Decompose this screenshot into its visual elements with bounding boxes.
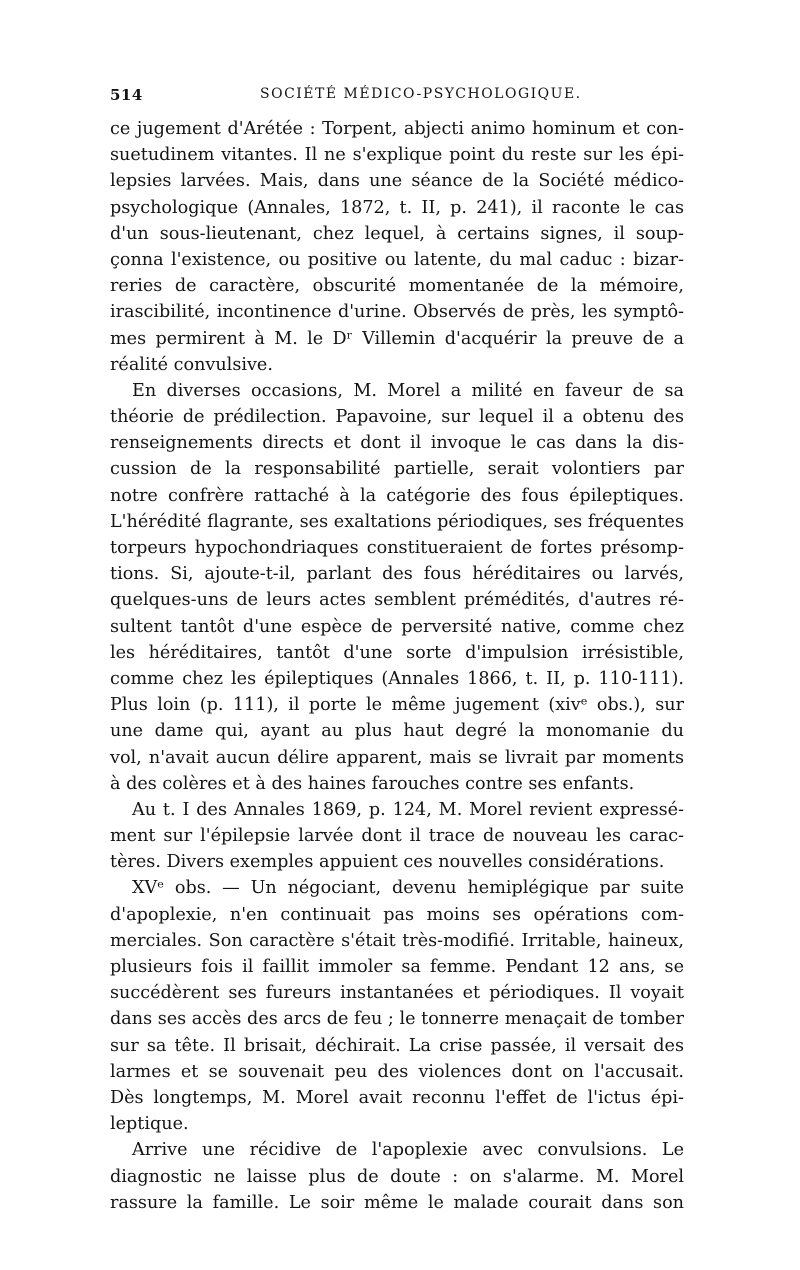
running-head: SOCIÉTÉ MÉDICO-PSYCHOLOGIQUE. xyxy=(260,86,582,102)
text-line: rassure la famille. Le soir même le malade courait dans son xyxy=(110,1192,684,1213)
text-line: comme chez les épileptiques (Annales 1866, t. II, p. 110-111). xyxy=(110,668,684,689)
text-line: Arrive une récidive de l'apoplexie avec convulsions. Le xyxy=(132,1140,684,1161)
text-line: d'apoplexie, n'en continuait pas moins ses opérations com- xyxy=(110,904,684,925)
text-line: mes permirent à M. le Dʳ Villemin d'acquérir la preuve de a xyxy=(110,328,684,349)
text-line: ment sur l'épilepsie larvée dont il trace de nouveau les carac- xyxy=(110,826,684,847)
text-line: En diverses occasions, M. Morel a milité en faveur de sa xyxy=(132,380,684,401)
text-line: sultent tantôt d'une espèce de perversité native, comme chez xyxy=(110,616,684,637)
text-line: notre confrère rattaché à la catégorie des fous épileptiques. xyxy=(110,485,684,506)
page-number: 514 xyxy=(110,86,143,104)
text-line: Dès longtemps, M. Morel avait reconnu l'effet de l'ictus épi- xyxy=(110,1087,684,1108)
text-line: L'hérédité flagrante, ses exaltations périodiques, ses fréquentes xyxy=(110,511,684,532)
text-line: suetudinem vitantes. Il ne s'explique point du reste sur les épi- xyxy=(110,145,684,166)
text-line: à des colères et à des haines farouches contre ses enfants. xyxy=(110,773,635,794)
text-line: renseignements directs et dont il invoque le cas dans la dis- xyxy=(110,433,684,454)
text-line: quelques-uns de leurs actes semblent prémédités, d'autres ré- xyxy=(110,590,684,611)
text-line: merciales. Son caractère s'était très-modifié. Irritable, haineux, xyxy=(110,930,684,951)
text-line: irascibilité, incontinence d'urine. Observés de près, les symptô- xyxy=(110,302,684,323)
text-line: tères. Divers exemples appuient ces nouvelles considérations. xyxy=(110,852,665,873)
text-line: larmes et se souvenait peu des violences dont on l'accusait. xyxy=(110,1061,684,1082)
text-line: sur sa tête. Il brisait, déchirait. La crise passée, il versait des xyxy=(110,1035,684,1056)
text-line: théorie de prédilection. Papavoine, sur lequel il a obtenu des xyxy=(110,407,684,428)
text-line: ce jugement d'Arétée : Torpent, abjecti animo hominum et con- xyxy=(110,119,684,139)
paragraph-1 xyxy=(110,116,684,378)
text-line: plusieurs fois il faillit immoler sa femme. Pendant 12 ans, se xyxy=(110,957,684,977)
text-line: réalité convulsive. xyxy=(110,354,273,375)
page-header xyxy=(110,86,684,116)
text-line: succédèrent ses fureurs instantanées et périodiques. Il voyait xyxy=(110,983,684,1004)
text-line: reries de caractère, obscurité momentanée de la mémoire, xyxy=(110,276,684,297)
book-page xyxy=(110,86,684,1216)
text-line: torpeurs hypochondriaques constitueraient de fortes présomp- xyxy=(110,538,684,558)
paragraph-3 xyxy=(110,797,684,876)
text-line: Plus loin (p. 111), il porte le même jugement (xivᵉ obs.), sur xyxy=(110,695,684,716)
text-line: une dame qui, ayant au plus haut degré la monomanie du xyxy=(110,721,684,742)
text-line: diagnostic ne laisse plus de doute : on s'alarme. M. Morel xyxy=(110,1166,684,1187)
text-line: d'un sous-lieutenant, chez lequel, à certains signes, il soup- xyxy=(110,223,684,244)
text-line: vol, n'avait aucun délire apparent, mais se livrait par moments xyxy=(110,747,684,768)
text-line: leptique. xyxy=(110,1114,189,1135)
text-line: psychologique (Annales, 1872, t. II, p. 241), il raconte le cas xyxy=(110,197,684,218)
text-line: tions. Si, ajoute-t-il, parlant des fous héréditaires ou larvés, xyxy=(110,564,684,585)
text-line: lepsies larvées. Mais, dans une séance de la Société médico- xyxy=(110,171,684,192)
text-line: çonna l'existence, ou positive ou latente, du mal caduc : bizar- xyxy=(110,249,684,270)
text-line: dans ses accès des arcs de feu ; le tonnerre menaçait de tomber xyxy=(110,1009,684,1030)
text-line: XVᵉ obs. — Un négociant, devenu hemiplégique par suite xyxy=(132,878,684,899)
text-line: Au t. I des Annales 1869, p. 124, M. Morel revient expressé- xyxy=(132,799,684,820)
paragraph-2 xyxy=(110,378,684,797)
text-line: les héréditaires, tantôt d'une sorte d'impulsion irrésistible, xyxy=(110,642,684,663)
paragraph-5 xyxy=(110,1137,684,1216)
paragraph-4 xyxy=(110,875,684,1137)
text-line: cussion de la responsabilité partielle, serait volontiers par xyxy=(110,459,684,480)
